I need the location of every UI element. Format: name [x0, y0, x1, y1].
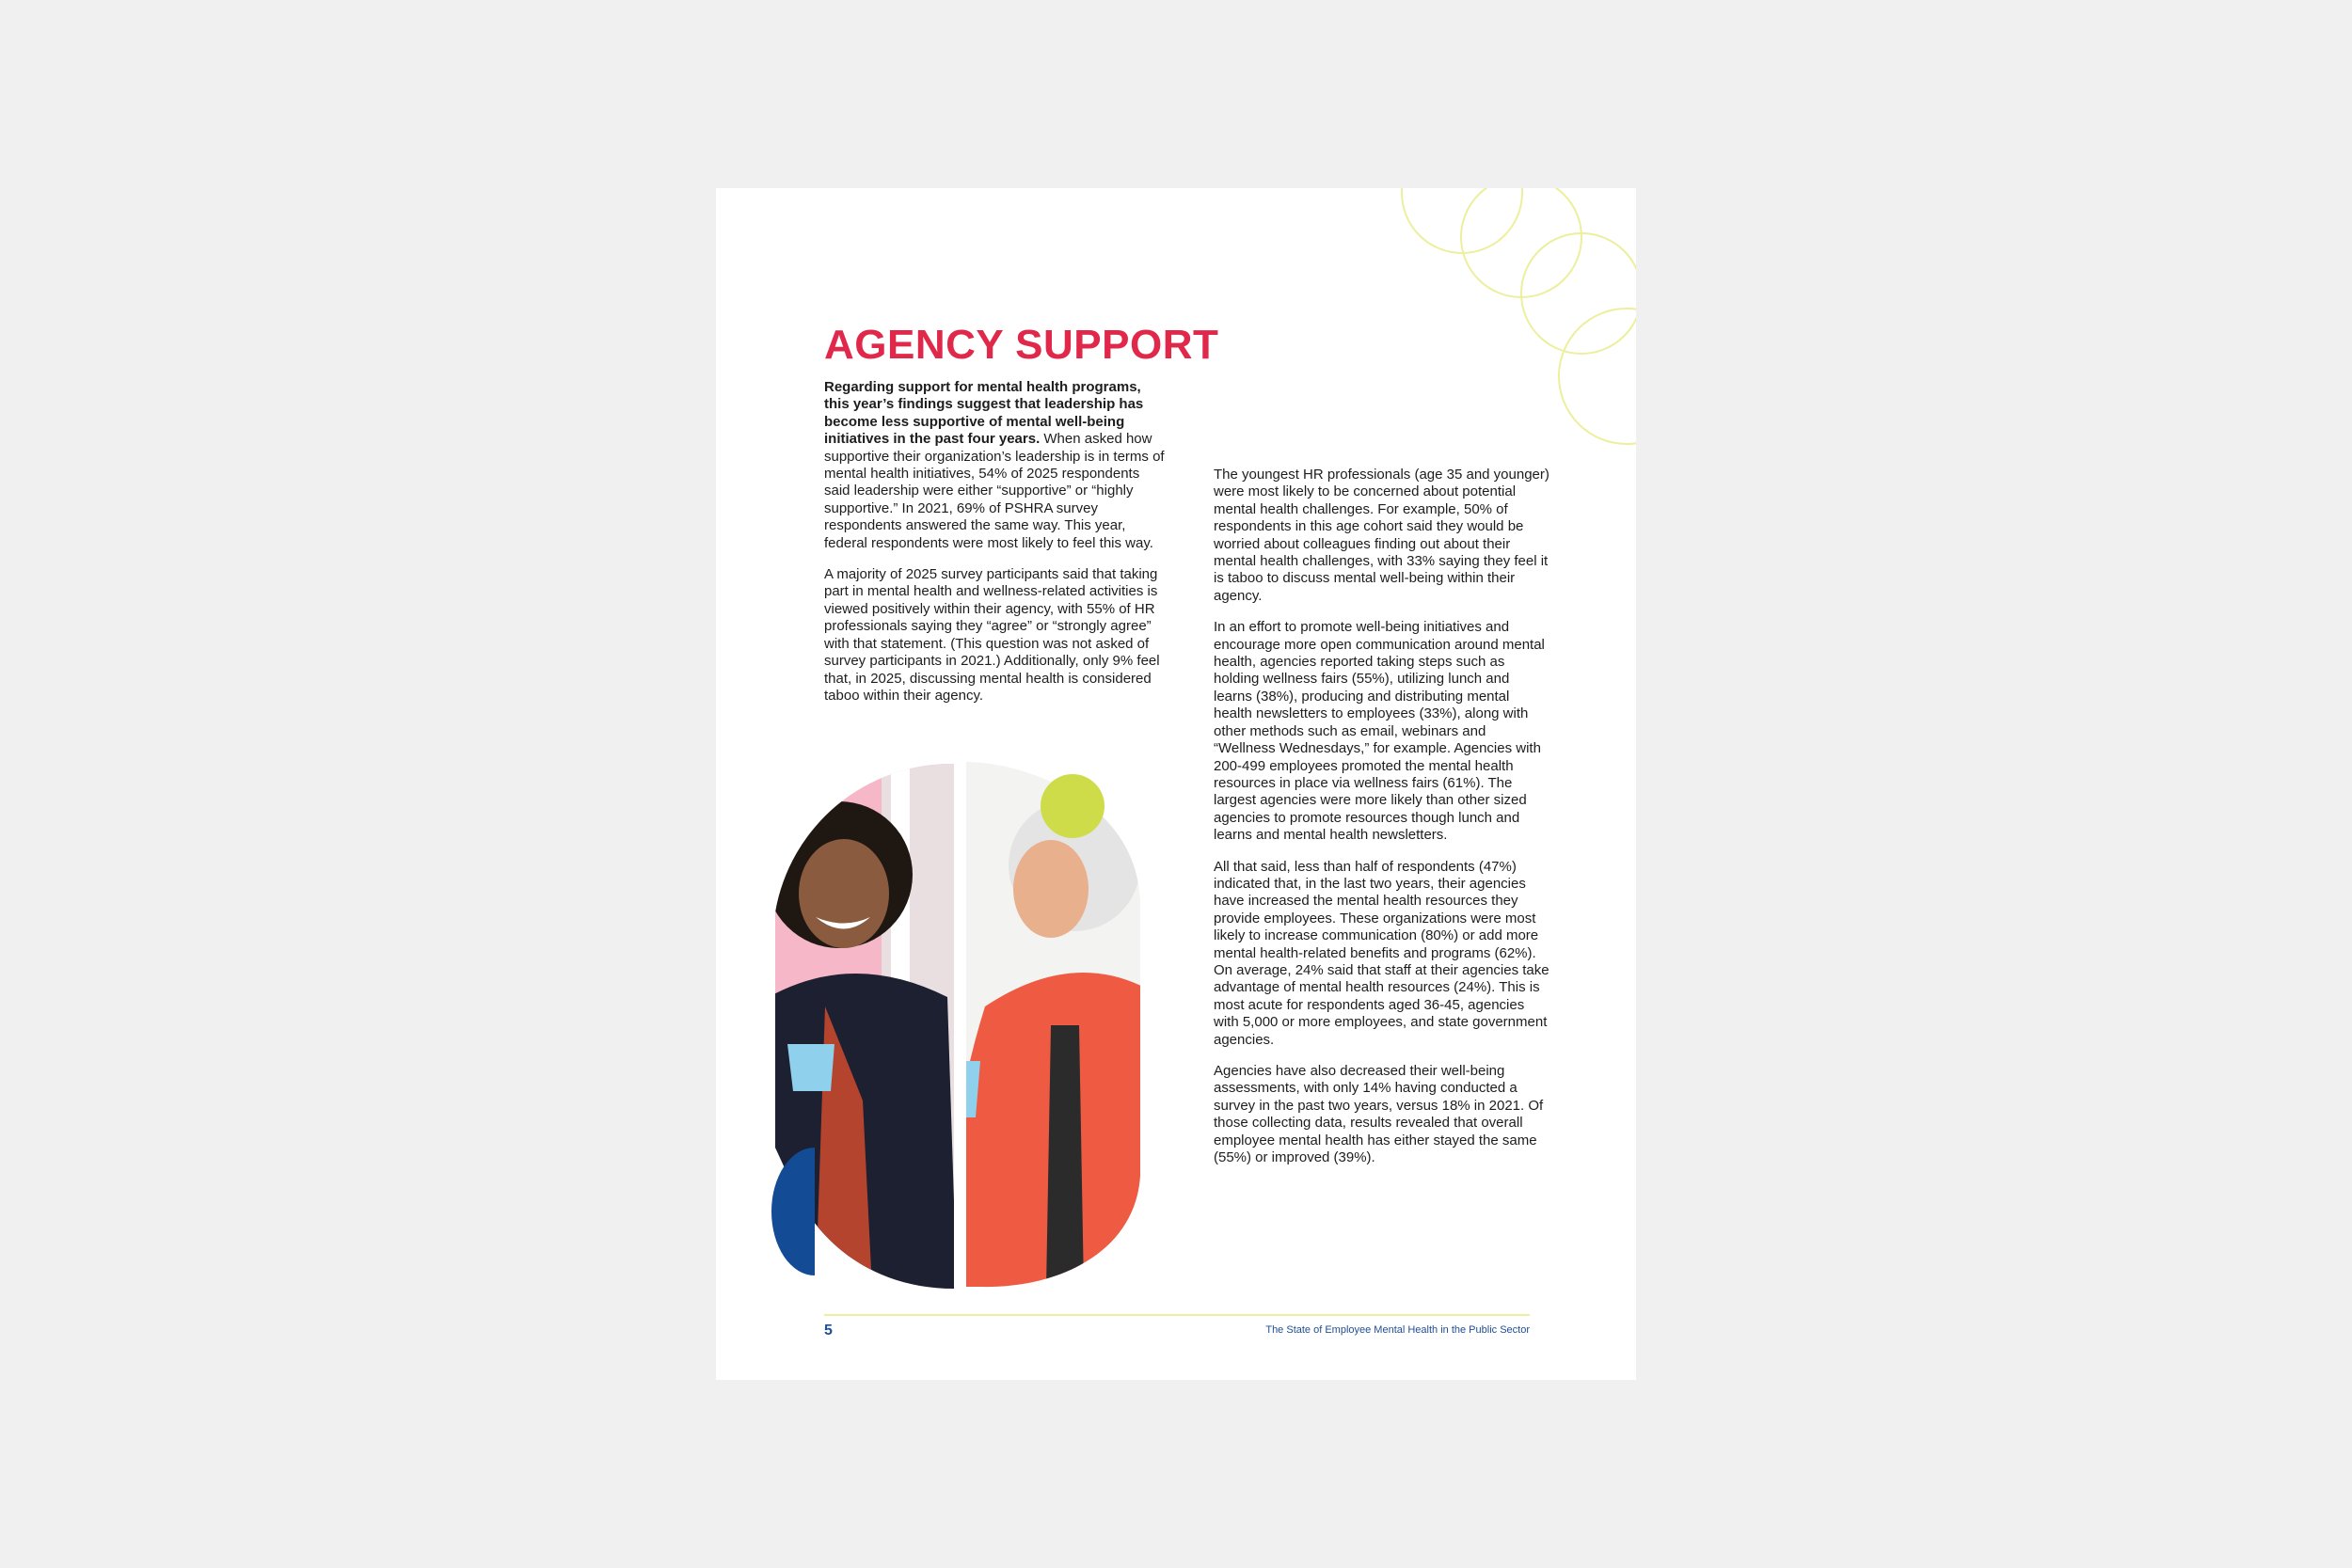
- body-paragraph: In an effort to promote well-being initiatives and encourage more open communication around mental health, agencies reported taking steps such as holding wellness fairs (55%), utilizing lunch and learns (38%), producing and distributing mental health newsletters to employees (33%), along with other methods such as email, webinars and “Wellness Wednesdays,” for example. Agencies with 200-499 employees promoted the mental health resources in place via wellness fairs (61%). The largest agencies were more likely than other sized agencies to promote resources though lunch and learns and mental health newsletters.: [1214, 619, 1545, 844]
- body-paragraph: Agencies have also decreased their well-being assessments, with only 14% having conducted a survey in the past two years, versus 18% in 2021. Of those collecting data, results revealed that overall employee mental health has either stayed the same (55%) or improved (39%).: [1214, 1063, 1544, 1166]
- decorative-rings: [1373, 188, 1636, 461]
- left-column: [824, 379, 1165, 719]
- body-paragraph: A majority of 2025 survey participants said that taking part in mental health and wellness-related activities is viewed positively within their agency, with 55% of HR professionals saying they “agree” or “strongly agree” with that statement. (This question was not asked of survey participants in 2021.) Additionally, only 9% feel that, in 2025, discussing mental health is considered taboo within their agency.: [824, 566, 1160, 704]
- lead-paragraph: [824, 379, 1165, 552]
- footer-divider: [824, 1314, 1530, 1316]
- two-women-coffee-photo: [750, 762, 1154, 1303]
- page-number: 5: [824, 1323, 833, 1338]
- lead-bold-text: Regarding support for mental health programs, this year’s findings suggest that leadership has become less supportive of mental well-being initiatives in the past four years.: [824, 379, 1144, 448]
- body-paragraph: All that said, less than half of respondents (47%) indicated that, in the last two years, their agencies have increased the mental health resources they provide employees. These organizations were most likely to increase communication (80%) or add more mental health-related benefits and programs (62%). On average, 24% said that staff at their agencies take advantage of mental health resources (24%). This is most acute for respondents aged 36-45, agencies with 5,000 or more employees, and state government agencies.: [1214, 858, 1549, 1048]
- section-title: AGENCY SUPPORT: [824, 322, 1219, 368]
- right-column: [1214, 467, 1550, 1180]
- body-paragraph: The youngest HR professionals (age 35 and younger) were most likely to be concerned about potential mental health challenges. For example, 50% of respondents in this age cohort said they would be worried about colleagues finding out about their mental health challenges, with 33% saying they feel it is taboo to discuss mental well-being within their agency.: [1214, 467, 1549, 604]
- document-title: The State of Employee Mental Health in the Public Sector: [1265, 1324, 1530, 1336]
- report-page: [716, 188, 1636, 1380]
- lead-body-text: When asked how supportive their organization’s leadership is in terms of mental health initiatives, 54% of 2025 respondents said leadership were either “supportive” or “highly supportive.” In 2021, 69% of PSHRA survey respondents answered the same way. This year, federal respondents were most likely to feel this way.: [824, 431, 1165, 551]
